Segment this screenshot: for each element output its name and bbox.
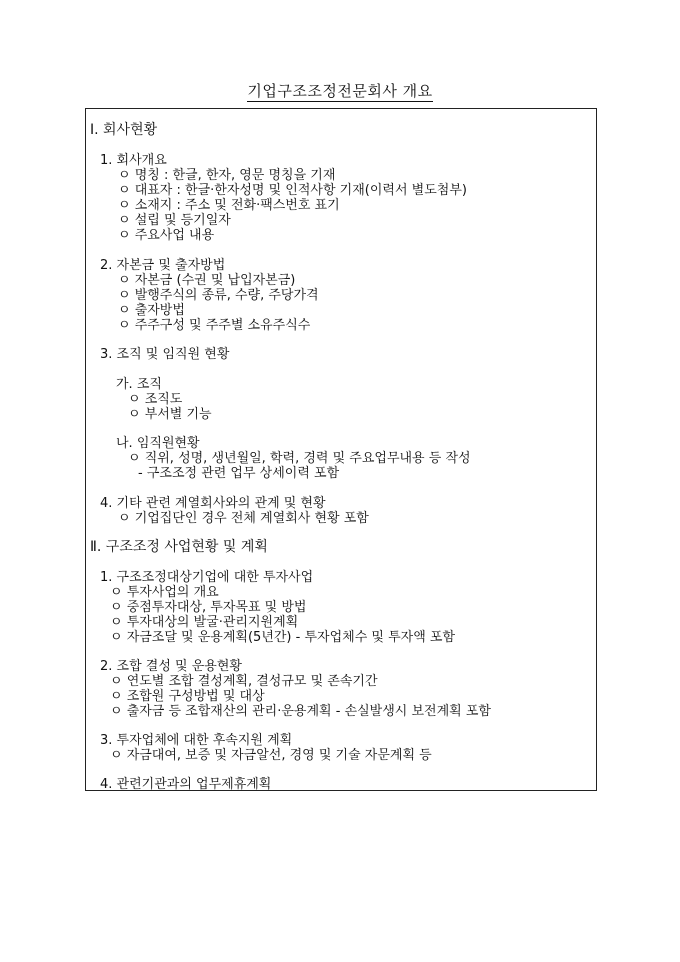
list-item: ㅇ 출자방법 (118, 303, 185, 318)
list-item: ㅇ 자본금 (수권 및 납입자본금) (118, 273, 296, 288)
list-item: ㅇ 조합원 구성방법 및 대상 (110, 689, 265, 704)
list-item: ㅇ 중점투자대상, 투자목표 및 방법 (110, 600, 307, 615)
outline-box (85, 108, 597, 791)
list-item: ㅇ 설립 및 등기일자 (118, 213, 231, 228)
subsection-heading: 4. 관련기관과의 업무제휴계획 (100, 777, 272, 792)
subsection-heading: 2. 자본금 및 출자방법 (100, 258, 226, 273)
list-item: ㅇ 직위, 성명, 생년월일, 학력, 경력 및 주요업무내용 등 작성 (128, 451, 471, 466)
list-item: ㅇ 투자대상의 발굴·관리지원계획 (110, 615, 299, 630)
list-item: ㅇ 연도별 조합 결성계획, 결성규모 및 존속기간 (110, 674, 378, 689)
subsection-heading: 4. 기타 관련 계열회사와의 관계 및 현황 (100, 496, 326, 511)
subsection-heading: 1. 구조조정대상기업에 대한 투자사업 (100, 570, 314, 585)
list-item: ㅇ 기업집단인 경우 전체 계열회사 현황 포함 (118, 511, 369, 526)
list-item: ㅇ 주요사업 내용 (118, 228, 215, 243)
list-item: ㅇ 대표자 : 한글·한자성명 및 인적사항 기재(이력서 별도첨부) (118, 183, 467, 198)
document-title-text: 기업구조조정전문회사 개요 (247, 82, 433, 100)
list-item: ㅇ 조직도 (128, 392, 183, 407)
list-item: ㅇ 소재지 : 주소 및 전화·팩스번호 표기 (118, 198, 340, 213)
section-heading: Ⅰ. 회사현황 (90, 122, 158, 138)
document-title (0, 80, 680, 101)
subsection-heading: 2. 조합 결성 및 운용현황 (100, 659, 242, 674)
list-item: ㅇ 자금조달 및 운용계획(5년간) - 투자업체수 및 투자액 포함 (110, 630, 455, 645)
list-item: ㅇ 명칭 : 한글, 한자, 영문 명칭을 기재 (118, 168, 336, 183)
dash-item: - 구조조정 관련 업무 상세이력 포함 (138, 466, 340, 481)
list-item: ㅇ 부서별 기능 (128, 407, 212, 422)
list-item: ㅇ 발행주식의 종류, 수량, 주당가격 (118, 288, 319, 303)
list-item: ㅇ 자금대여, 보증 및 자금알선, 경영 및 기술 자문계획 등 (110, 748, 432, 763)
subsection-heading: 3. 투자업체에 대한 후속지원 계획 (100, 733, 293, 748)
subsection-heading: 3. 조직 및 임직원 현황 (100, 347, 230, 362)
list-item: ㅇ 출자금 등 조합재산의 관리·운용계획 - 손실발생시 보전계획 포함 (110, 704, 491, 719)
list-item: ㅇ 투자사업의 개요 (110, 585, 219, 600)
subsection-heading: 1. 회사개요 (100, 153, 167, 168)
section-heading: Ⅱ. 구조조정 사업현황 및 계획 (90, 539, 268, 555)
sub-heading: 가. 조직 (116, 377, 162, 392)
sub-heading: 나. 임직원현황 (116, 436, 200, 451)
list-item: ㅇ 주주구성 및 주주별 소유주식수 (118, 318, 311, 333)
